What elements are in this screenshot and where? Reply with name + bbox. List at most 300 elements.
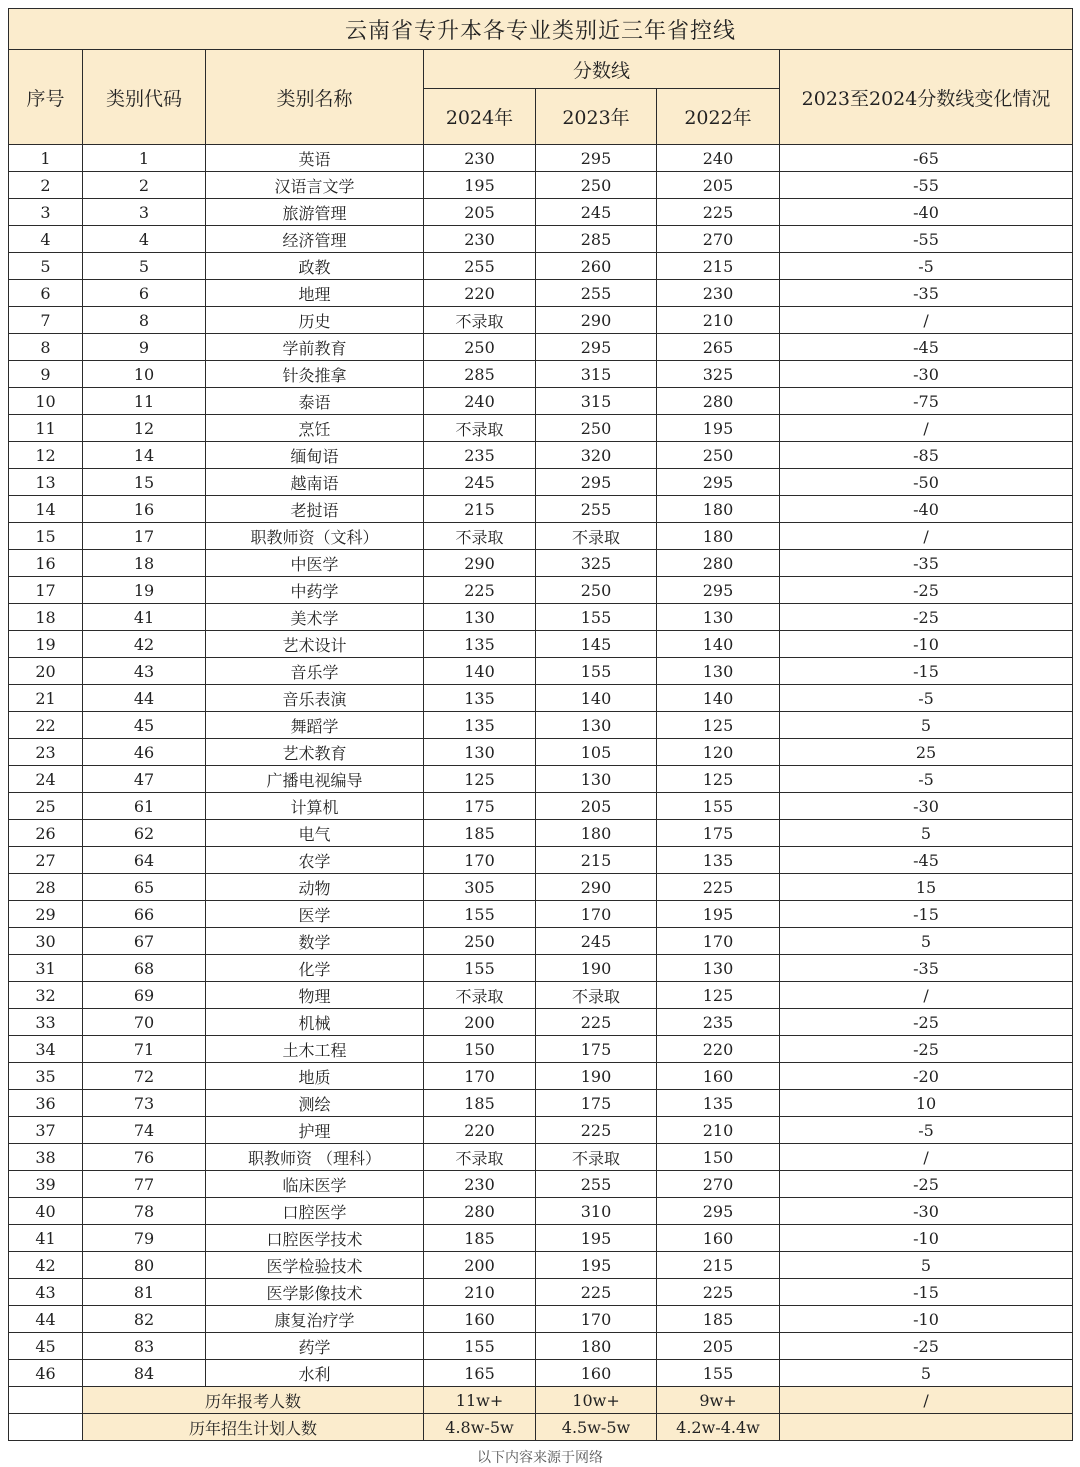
table-row [9,1198,1073,1225]
cell-2023: 245 [536,199,657,226]
cell-2024: 250 [424,334,536,361]
cell-seq: 17 [9,577,83,604]
cell-seq: 14 [9,496,83,523]
cell-code: 43 [83,658,206,685]
cell-2023: 205 [536,793,657,820]
cell-2024: 125 [424,766,536,793]
cell-seq: 46 [9,1360,83,1387]
cell-2022: 175 [657,820,780,847]
table-row [9,793,1073,820]
cell-2023: 250 [536,577,657,604]
cell-code: 42 [83,631,206,658]
table-row [9,307,1073,334]
table-row [9,1333,1073,1360]
cell-code: 83 [83,1333,206,1360]
cell-code: 16 [83,496,206,523]
table-row [9,928,1073,955]
cell-2023: 295 [536,145,657,172]
cell-change: -25 [780,1171,1073,1198]
cell-code: 9 [83,334,206,361]
cell-code: 65 [83,874,206,901]
cell-2022: 160 [657,1063,780,1090]
cell-2022: 205 [657,172,780,199]
cell-2022: 180 [657,496,780,523]
cell-2023: 190 [536,1063,657,1090]
cell-change: -35 [780,280,1073,307]
cell-2024: 不录取 [424,415,536,442]
cell-2024: 305 [424,874,536,901]
cell-2024: 不录取 [424,982,536,1009]
cell-seq: 20 [9,658,83,685]
table-row [9,1063,1073,1090]
cell-code: 82 [83,1306,206,1333]
cell-2023: 105 [536,739,657,766]
cell-2023: 225 [536,1279,657,1306]
cell-name: 广播电视编导 [206,766,424,793]
cell-code: 67 [83,928,206,955]
cell-2022: 125 [657,712,780,739]
cell-code: 11 [83,388,206,415]
cell-seq: 40 [9,1198,83,1225]
cell-2023: 315 [536,361,657,388]
cell-name: 医学影像技术 [206,1279,424,1306]
footer-change [780,1414,1073,1441]
footer-row-plan [9,1414,1073,1441]
cell-change: / [780,415,1073,442]
table-row [9,145,1073,172]
cell-name: 物理 [206,982,424,1009]
cell-2024: 205 [424,199,536,226]
cell-name: 测绘 [206,1090,424,1117]
cell-2022: 125 [657,982,780,1009]
cell-2023: 250 [536,415,657,442]
cell-change: -30 [780,793,1073,820]
header-change: 2023至2024分数线变化情况 [780,50,1073,145]
cell-2024: 230 [424,226,536,253]
cell-name: 口腔医学技术 [206,1225,424,1252]
cell-2022: 130 [657,955,780,982]
cell-2022: 210 [657,1117,780,1144]
cell-2022: 135 [657,1090,780,1117]
cell-2024: 170 [424,1063,536,1090]
cell-name: 医学 [206,901,424,928]
cell-name: 英语 [206,145,424,172]
cell-code: 77 [83,1171,206,1198]
cell-seq: 38 [9,1144,83,1171]
score-table-sheet [8,8,1072,1441]
cell-code: 15 [83,469,206,496]
cell-2023: 155 [536,604,657,631]
cell-change: -50 [780,469,1073,496]
table-row [9,1225,1073,1252]
footer-2024: 4.8w-5w [424,1414,536,1441]
table-row [9,1090,1073,1117]
cell-seq: 9 [9,361,83,388]
cell-2024: 240 [424,388,536,415]
cell-2024: 220 [424,280,536,307]
cell-code: 18 [83,550,206,577]
table-footer [9,1387,1073,1441]
cell-2022: 160 [657,1225,780,1252]
cell-name: 动物 [206,874,424,901]
cell-seq: 31 [9,955,83,982]
cell-2022: 120 [657,739,780,766]
cell-name: 舞蹈学 [206,712,424,739]
cell-code: 79 [83,1225,206,1252]
cell-change: -65 [780,145,1073,172]
cell-name: 政教 [206,253,424,280]
cell-seq: 33 [9,1009,83,1036]
cell-2024: 150 [424,1036,536,1063]
cell-seq: 30 [9,928,83,955]
cell-seq: 27 [9,847,83,874]
cell-2022: 150 [657,1144,780,1171]
cell-code: 61 [83,793,206,820]
footer-2022: 4.2w-4.4w [657,1414,780,1441]
cell-seq: 44 [9,1306,83,1333]
table-row [9,820,1073,847]
table-row [9,523,1073,550]
cell-seq: 41 [9,1225,83,1252]
cell-change: 5 [780,1252,1073,1279]
cell-seq: 15 [9,523,83,550]
cell-2023: 175 [536,1090,657,1117]
cell-2022: 235 [657,1009,780,1036]
cell-2023: 255 [536,1171,657,1198]
cell-change: -5 [780,766,1073,793]
cell-change: 5 [780,1360,1073,1387]
cell-code: 5 [83,253,206,280]
cell-2023: 295 [536,334,657,361]
cell-seq: 43 [9,1279,83,1306]
cell-change: / [780,982,1073,1009]
cell-name: 缅甸语 [206,442,424,469]
cell-2024: 255 [424,253,536,280]
table-row [9,982,1073,1009]
cell-name: 汉语言文学 [206,172,424,199]
cell-2022: 215 [657,1252,780,1279]
table-row [9,226,1073,253]
cell-seq: 45 [9,1333,83,1360]
cell-seq: 34 [9,1036,83,1063]
cell-2024: 185 [424,820,536,847]
table-row [9,1171,1073,1198]
cell-change: -55 [780,226,1073,253]
table-row [9,712,1073,739]
cell-seq: 23 [9,739,83,766]
cell-2024: 135 [424,685,536,712]
table-row [9,1117,1073,1144]
cell-2022: 140 [657,685,780,712]
cell-2023: 245 [536,928,657,955]
cell-2022: 130 [657,604,780,631]
cell-code: 47 [83,766,206,793]
cell-2022: 230 [657,280,780,307]
cell-change: -10 [780,631,1073,658]
cell-2024: 135 [424,631,536,658]
footer-label: 历年报考人数 [83,1387,424,1414]
cell-code: 69 [83,982,206,1009]
cell-2022: 135 [657,847,780,874]
cell-code: 44 [83,685,206,712]
cell-code: 46 [83,739,206,766]
cell-change: / [780,1144,1073,1171]
cell-change: -25 [780,1036,1073,1063]
cell-2023: 不录取 [536,523,657,550]
cell-change: -35 [780,550,1073,577]
cell-2022: 270 [657,226,780,253]
footer-empty-cell [9,1387,83,1414]
cell-change: / [780,307,1073,334]
cell-change: 5 [780,928,1073,955]
table-row [9,1306,1073,1333]
table-row [9,415,1073,442]
cell-seq: 26 [9,820,83,847]
cell-change: 5 [780,820,1073,847]
cell-2024: 160 [424,1306,536,1333]
cell-name: 音乐学 [206,658,424,685]
cell-code: 73 [83,1090,206,1117]
cell-name: 艺术教育 [206,739,424,766]
cell-seq: 5 [9,253,83,280]
cell-2022: 170 [657,928,780,955]
cell-2022: 125 [657,766,780,793]
table-row [9,280,1073,307]
table-row [9,901,1073,928]
header-code: 类别代码 [83,50,206,145]
cell-change: -30 [780,1198,1073,1225]
header-score-group: 分数线 [424,50,780,89]
cell-2022: 265 [657,334,780,361]
cell-2022: 130 [657,658,780,685]
cell-change: -85 [780,442,1073,469]
cell-2022: 280 [657,550,780,577]
cell-code: 81 [83,1279,206,1306]
table-row [9,1036,1073,1063]
cell-2023: 320 [536,442,657,469]
table-row [9,550,1073,577]
cell-2022: 225 [657,874,780,901]
cell-code: 74 [83,1117,206,1144]
cell-name: 康复治疗学 [206,1306,424,1333]
cell-seq: 42 [9,1252,83,1279]
cell-2022: 295 [657,577,780,604]
cell-change: 5 [780,712,1073,739]
footer-change: / [780,1387,1073,1414]
footer-row-applicants [9,1387,1073,1414]
table-row [9,1252,1073,1279]
cell-code: 70 [83,1009,206,1036]
cell-2022: 195 [657,415,780,442]
cell-2024: 175 [424,793,536,820]
cell-2023: 145 [536,631,657,658]
cell-2024: 165 [424,1360,536,1387]
cell-2022: 180 [657,523,780,550]
cell-2023: 不录取 [536,1144,657,1171]
cell-seq: 6 [9,280,83,307]
cell-2023: 140 [536,685,657,712]
cell-2023: 325 [536,550,657,577]
table-row [9,172,1073,199]
cell-code: 72 [83,1063,206,1090]
cell-seq: 16 [9,550,83,577]
cell-change: -45 [780,334,1073,361]
cell-2022: 325 [657,361,780,388]
cell-2022: 295 [657,469,780,496]
cell-2024: 不录取 [424,1144,536,1171]
cell-2024: 200 [424,1252,536,1279]
cell-seq: 2 [9,172,83,199]
cell-seq: 32 [9,982,83,1009]
footer-2023: 10w+ [536,1387,657,1414]
cell-2024: 210 [424,1279,536,1306]
cell-2024: 235 [424,442,536,469]
cell-seq: 1 [9,145,83,172]
cell-code: 78 [83,1198,206,1225]
cell-2022: 195 [657,901,780,928]
cell-2024: 155 [424,1333,536,1360]
cell-seq: 12 [9,442,83,469]
cell-name: 土木工程 [206,1036,424,1063]
cell-seq: 37 [9,1117,83,1144]
cell-2024: 225 [424,577,536,604]
cell-code: 62 [83,820,206,847]
cell-2022: 210 [657,307,780,334]
cell-seq: 8 [9,334,83,361]
header-name: 类别名称 [206,50,424,145]
table-row [9,1009,1073,1036]
cell-code: 12 [83,415,206,442]
cell-2023: 310 [536,1198,657,1225]
cell-2023: 250 [536,172,657,199]
cell-2023: 260 [536,253,657,280]
cell-seq: 29 [9,901,83,928]
cell-2024: 130 [424,739,536,766]
table-body [9,145,1073,1387]
table-row [9,496,1073,523]
cell-change: -5 [780,1117,1073,1144]
cell-2022: 155 [657,1360,780,1387]
header-2022: 2022年 [657,89,780,145]
cell-code: 1 [83,145,206,172]
cell-name: 泰语 [206,388,424,415]
cell-2024: 195 [424,172,536,199]
header-2024: 2024年 [424,89,536,145]
cell-code: 17 [83,523,206,550]
table-row [9,658,1073,685]
cell-name: 学前教育 [206,334,424,361]
cell-name: 历史 [206,307,424,334]
cell-name: 职教师资 （理科） [206,1144,424,1171]
table-row [9,1279,1073,1306]
cell-2022: 295 [657,1198,780,1225]
cell-2022: 240 [657,145,780,172]
cell-2024: 185 [424,1225,536,1252]
cell-name: 地质 [206,1063,424,1090]
cell-name: 临床医学 [206,1171,424,1198]
cell-2023: 130 [536,766,657,793]
cell-name: 越南语 [206,469,424,496]
cell-2023: 295 [536,469,657,496]
cell-2024: 230 [424,145,536,172]
cell-name: 职教师资（文科） [206,523,424,550]
cell-2023: 170 [536,1306,657,1333]
cell-change: 15 [780,874,1073,901]
cell-2022: 280 [657,388,780,415]
cell-2023: 195 [536,1252,657,1279]
cell-2024: 245 [424,469,536,496]
table-row [9,739,1073,766]
cell-2022: 205 [657,1333,780,1360]
table-title: 云南省专升本各专业类别近三年省控线 [9,9,1073,50]
cell-2024: 170 [424,847,536,874]
cell-2023: 180 [536,1333,657,1360]
cell-2022: 250 [657,442,780,469]
cell-code: 3 [83,199,206,226]
cell-2023: 160 [536,1360,657,1387]
cell-seq: 10 [9,388,83,415]
cell-change: -35 [780,955,1073,982]
cell-code: 6 [83,280,206,307]
cell-name: 数学 [206,928,424,955]
cell-change: -30 [780,361,1073,388]
cell-2024: 不录取 [424,307,536,334]
cell-2023: 215 [536,847,657,874]
cell-change: 10 [780,1090,1073,1117]
table-row [9,1360,1073,1387]
cell-2023: 170 [536,901,657,928]
cell-2023: 155 [536,658,657,685]
table-row [9,766,1073,793]
table-row [9,199,1073,226]
cell-2024: 285 [424,361,536,388]
cell-change: -15 [780,901,1073,928]
cell-2022: 215 [657,253,780,280]
cell-2024: 280 [424,1198,536,1225]
cell-change: -25 [780,604,1073,631]
cell-change: -20 [780,1063,1073,1090]
cell-name: 计算机 [206,793,424,820]
cell-name: 医学检验技术 [206,1252,424,1279]
cell-2023: 290 [536,874,657,901]
cell-name: 音乐表演 [206,685,424,712]
cell-2023: 225 [536,1117,657,1144]
footer-2023: 4.5w-5w [536,1414,657,1441]
table-row [9,334,1073,361]
cell-2022: 140 [657,631,780,658]
header-seq: 序号 [9,50,83,145]
cell-seq: 18 [9,604,83,631]
cell-code: 45 [83,712,206,739]
cell-code: 19 [83,577,206,604]
cell-name: 电气 [206,820,424,847]
cell-2023: 290 [536,307,657,334]
cell-name: 烹饪 [206,415,424,442]
footer-empty-cell [9,1414,83,1441]
cell-name: 化学 [206,955,424,982]
cell-2024: 185 [424,1090,536,1117]
table-row [9,577,1073,604]
cell-code: 66 [83,901,206,928]
score-table [8,8,1073,1441]
table-row [9,361,1073,388]
cell-change: -25 [780,577,1073,604]
cell-2024: 230 [424,1171,536,1198]
cell-change: -5 [780,685,1073,712]
cell-2023: 190 [536,955,657,982]
cell-seq: 4 [9,226,83,253]
cell-2022: 185 [657,1306,780,1333]
